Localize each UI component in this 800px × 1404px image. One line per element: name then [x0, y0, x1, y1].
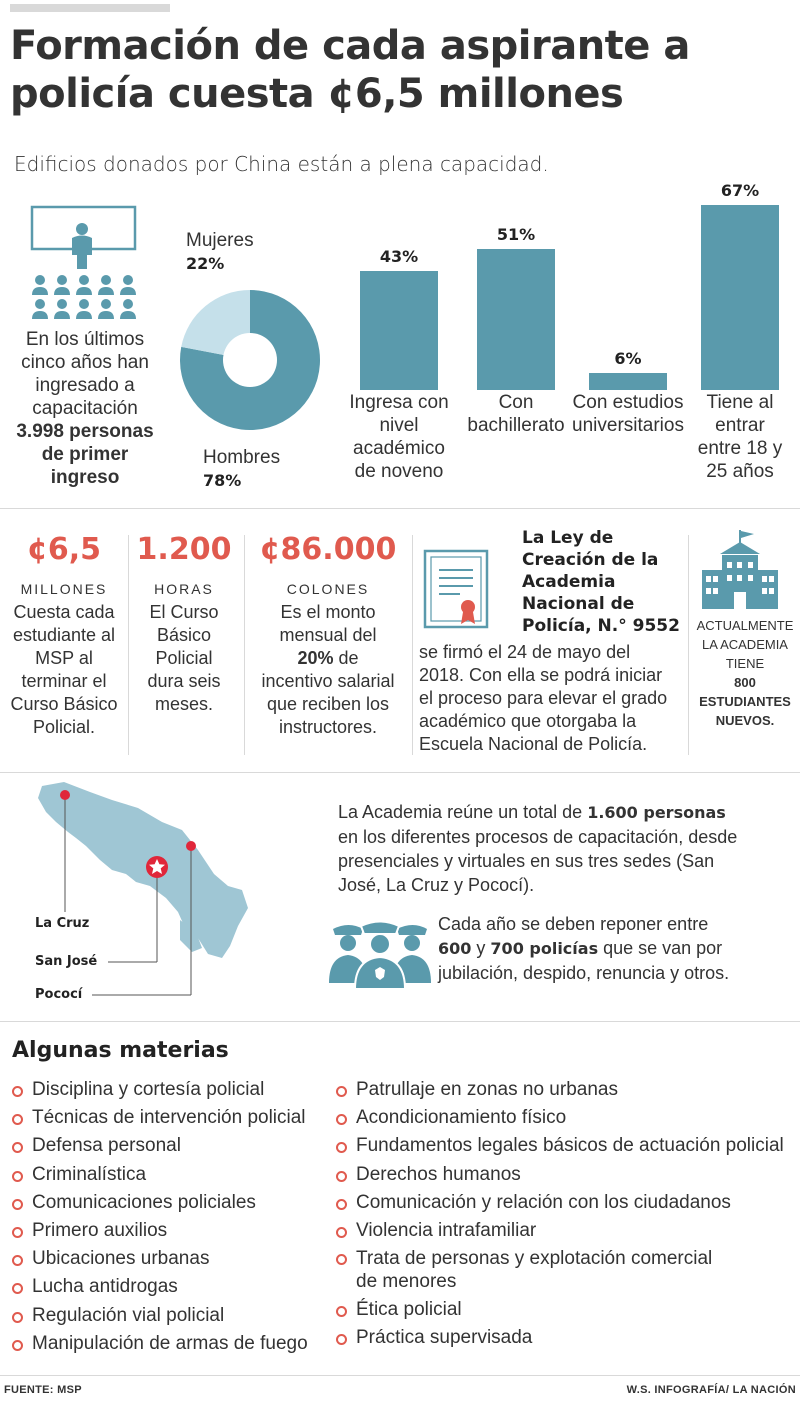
law-title-line: Creación de la	[522, 550, 659, 570]
intake-line: En los últimos	[25, 329, 145, 350]
page-subtitle: Edificios donados por China están a plena capacidad.	[14, 152, 549, 176]
bar	[360, 271, 438, 390]
desc-line: Policial	[155, 648, 213, 668]
law-body-line: 2018. Con ella se podrá iniciar	[419, 665, 663, 685]
category-line: Tiene al	[706, 392, 774, 413]
bar	[701, 205, 779, 390]
title-line-2: policía cuesta ¢6,5 millones	[10, 71, 624, 117]
academy-bold-line: ESTUDIANTES	[699, 694, 791, 709]
bar-category-label	[341, 391, 457, 483]
footer-credit: W.S. INFOGRAFÍA/ LA NACIÓN	[626, 1384, 796, 1396]
stat-number: ¢6,5	[26, 532, 102, 567]
bar-category-label	[682, 391, 798, 483]
academy-bold-line: NUEVOS.	[715, 713, 775, 728]
desc-line: instructores.	[278, 717, 378, 737]
footer-divider	[0, 1375, 800, 1376]
stat-number: ¢86.000	[259, 532, 397, 567]
law-title-line: Academia	[522, 572, 616, 592]
bar-value-label: 6%	[614, 349, 642, 369]
list-item: Manipulación de armas de fuego	[10, 1330, 330, 1358]
desc-line: Curso Básico	[10, 694, 118, 714]
academy-line: ACTUALMENTE	[696, 618, 794, 633]
desc-line: Básico	[156, 625, 212, 645]
stat-description	[246, 601, 410, 739]
list-item-line: Trata de personas y explotación comercial	[356, 1248, 713, 1270]
pococi-marker	[186, 841, 196, 851]
law-body-line: se firmó el 24 de mayo del	[419, 642, 631, 662]
category-line: Con	[498, 392, 534, 413]
intake-bold-line: ingreso	[50, 467, 120, 488]
intake-line: capacitación	[32, 398, 138, 419]
stat-hours	[128, 532, 240, 716]
text-span: y	[471, 938, 491, 958]
list-item: Práctica supervisada	[334, 1324, 800, 1352]
category-line: entrar	[715, 415, 765, 436]
law-body-line: académico que otorgaba la	[419, 711, 637, 731]
bar-value-label: 51%	[496, 225, 536, 245]
materias-list-right	[334, 1076, 800, 1353]
list-item: Violencia intrafamiliar	[334, 1217, 800, 1245]
desc-line: MSP al	[35, 648, 93, 668]
academy-line: LA ACADEMIA	[702, 637, 788, 652]
list-item: Ubicaciones urbanas	[10, 1245, 330, 1273]
profile-bar-chart	[340, 180, 800, 490]
desc-line	[246, 647, 410, 670]
text-line: Cada año se deben reponer entre	[438, 914, 709, 934]
desc-line: terminar el	[21, 671, 107, 691]
country-shape	[38, 782, 248, 958]
law-body	[419, 641, 687, 756]
page-title	[10, 22, 790, 118]
bar-category-label	[458, 391, 574, 437]
stat-unit: COLONES	[286, 581, 370, 597]
police-officers-icon	[327, 917, 433, 991]
list-item: Acondicionamiento físico	[334, 1104, 800, 1132]
map-label-pococi: Pococí	[35, 987, 83, 1002]
law-title-line: Nacional de	[522, 594, 635, 614]
text-bold: 600	[438, 939, 472, 958]
category-line: universitarios	[572, 415, 684, 436]
text-line: en los diferentes procesos de capacitación, desde	[338, 827, 738, 847]
certificate-icon	[422, 548, 492, 632]
list-item: Fundamentos legales básicos de actuación policial	[334, 1132, 800, 1160]
text-span: La Academia reúne un total de	[338, 802, 588, 822]
law-title-line: La Ley de	[522, 528, 614, 548]
gender-donut-chart	[178, 288, 322, 432]
slice-label: Hombres	[203, 447, 281, 468]
bar	[477, 249, 555, 390]
bar-value-label: 67%	[720, 181, 760, 200]
desc-bold: 20%	[297, 648, 334, 668]
section-divider	[0, 772, 800, 773]
intake-line: cinco años han	[21, 352, 149, 373]
desc-line: Cuesta cada	[13, 602, 115, 622]
list-item: Patrullaje en zonas no urbanas	[334, 1076, 800, 1104]
list-item: Comunicación y relación con los ciudadanos	[334, 1189, 800, 1217]
costa-rica-map	[30, 780, 260, 1005]
materias-list-left	[10, 1076, 330, 1358]
academy-bold-line: 800	[734, 675, 756, 690]
academy-total-text	[338, 800, 793, 897]
text-line	[438, 936, 798, 961]
category-line: 25 años	[706, 461, 774, 482]
bar-value-label: 43%	[379, 247, 419, 267]
stat-number: 1.200	[136, 532, 232, 567]
category-line: Con estudios	[572, 392, 684, 413]
intake-text	[5, 328, 165, 489]
top-rule	[10, 4, 170, 12]
academy-line: TIENE	[725, 656, 765, 671]
column-divider	[244, 535, 245, 755]
list-item-line: de menores	[356, 1271, 457, 1293]
column-divider	[688, 535, 689, 755]
intake-line: ingresado a	[35, 375, 135, 396]
slice-label: Mujeres	[186, 230, 254, 251]
desc-line: meses.	[154, 694, 214, 714]
stat-description	[0, 601, 128, 739]
text-line: José, La Cruz y Pococí).	[338, 875, 535, 895]
text-line: jubilación, despido, renuncia y otros.	[438, 963, 730, 983]
desc-line: dura seis	[147, 671, 221, 691]
list-item: Ética policial	[334, 1296, 800, 1324]
category-line: académico	[353, 438, 445, 459]
list-item: Primero auxilios	[10, 1217, 330, 1245]
stat-unit: MILLONES	[20, 581, 108, 597]
list-item	[334, 1245, 800, 1296]
donut-hole	[223, 333, 277, 387]
category-line: nivel	[379, 415, 419, 436]
desc-line: estudiante al	[12, 625, 116, 645]
slice-value: 78%	[203, 471, 242, 490]
bar-category-label	[570, 391, 686, 437]
text-bold: 700 policías	[490, 939, 599, 958]
academy-building-icon	[700, 528, 780, 612]
law-title	[522, 527, 680, 637]
text-span: que se van por	[598, 938, 723, 958]
academy-text	[690, 616, 800, 730]
stat-description	[128, 601, 240, 716]
desc-line: que reciben los	[266, 694, 390, 714]
text-line: presenciales y virtuales en sus tres sedes (San	[338, 851, 715, 871]
law-body-line: el proceso para elevar el grado	[419, 688, 668, 708]
list-item: Defensa personal	[10, 1132, 330, 1160]
classroom-icon	[28, 205, 148, 325]
desc-line: El Curso	[149, 602, 219, 622]
category-line: Ingresa con	[349, 392, 449, 413]
donut-label-hombres	[203, 446, 280, 492]
title-line-1: Formación de cada aspirante a	[10, 23, 690, 69]
category-line: de noveno	[354, 461, 444, 482]
section-divider	[0, 508, 800, 509]
list-item: Criminalística	[10, 1161, 330, 1189]
list-item: Derechos humanos	[334, 1161, 800, 1189]
desc-line: Es el monto	[280, 602, 376, 622]
list-item: Comunicaciones policiales	[10, 1189, 330, 1217]
text-line	[338, 800, 793, 825]
desc-text: de	[333, 648, 359, 668]
bar	[589, 373, 667, 390]
desc-line: Policial.	[32, 717, 96, 737]
list-item: Técnicas de intervención policial	[10, 1104, 330, 1132]
map-label-la-cruz: La Cruz	[35, 916, 90, 931]
intake-bold-line: 3.998 personas	[16, 421, 154, 442]
category-line: bachillerato	[467, 415, 565, 436]
text-bold: 1.600 personas	[587, 803, 726, 822]
law-title-line: Policía, N.° 9552	[522, 616, 680, 636]
column-divider	[412, 535, 413, 755]
list-item: Lucha antidrogas	[10, 1273, 330, 1301]
intake-bold-line: de primer	[41, 444, 129, 465]
list-item: Disciplina y cortesía policial	[10, 1076, 330, 1104]
materias-heading: Algunas materias	[12, 1038, 229, 1063]
list-item: Regulación vial policial	[10, 1302, 330, 1330]
map-label-san-jose: San José	[35, 954, 98, 969]
footer-source: FUENTE: MSP	[4, 1384, 82, 1396]
section-divider	[0, 1021, 800, 1022]
stat-incentive	[246, 532, 410, 739]
replacement-text	[438, 912, 798, 985]
desc-line: incentivo salarial	[261, 671, 395, 691]
slice-value: 22%	[186, 254, 225, 273]
desc-line: mensual del	[279, 625, 377, 645]
donut-label-mujeres	[186, 229, 254, 275]
la-cruz-marker	[60, 790, 70, 800]
law-body-line: Escuela Nacional de Policía.	[419, 734, 648, 754]
stat-unit: HORAS	[154, 581, 214, 597]
category-line: entre 18 y	[697, 438, 783, 459]
stat-cost	[0, 532, 128, 739]
